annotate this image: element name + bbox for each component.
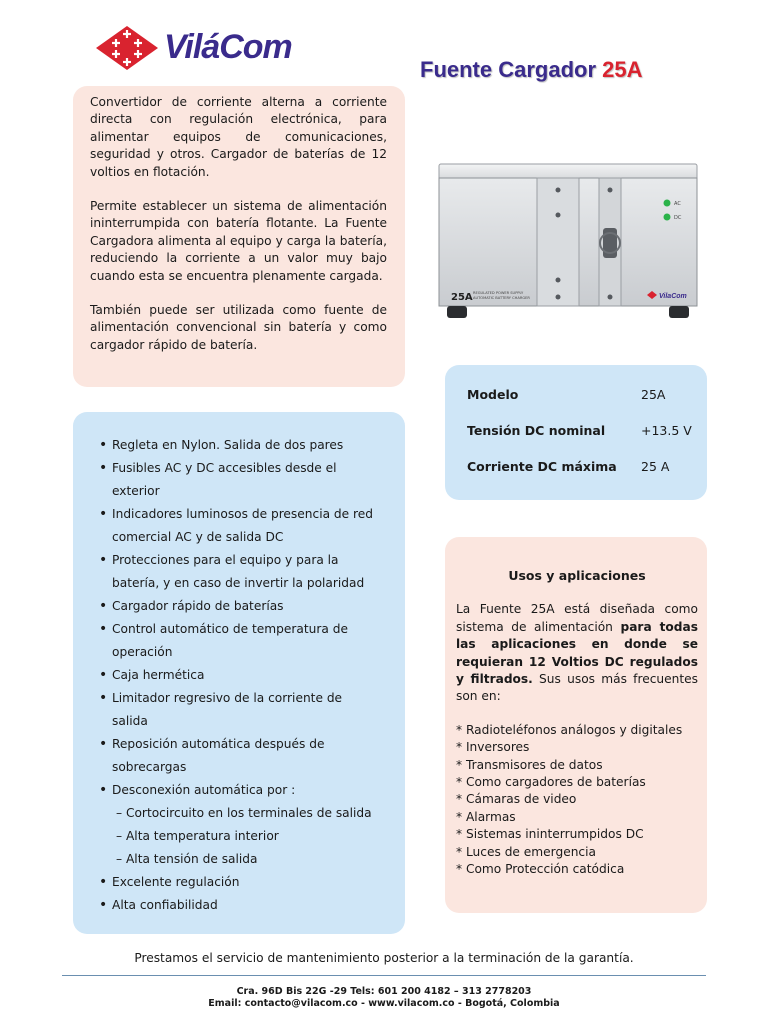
device-brand-label: VilaCom	[659, 293, 687, 300]
uses-desc-start: La Fuente 25A está diseñada como sistema de alimentación	[456, 602, 698, 634]
uses-desc-bold: para todas las aplicaciones en donde se requieran 12 Voltios DC regulados y filtrados.	[456, 619, 698, 687]
spec-row-voltage	[467, 423, 707, 459]
uses-item: * Sistemas ininterrumpidos DC	[456, 827, 644, 842]
uses-item: * Como Protección catódica	[456, 862, 625, 877]
feature-item: • Control automático de temperatura de	[99, 618, 395, 641]
spec-value: 25 A	[641, 459, 670, 474]
intro-box	[73, 86, 405, 387]
feature-item: • Fusibles AC y DC accesibles desde el	[99, 457, 395, 480]
device-label-line2: AUTOMATIC BATTERY CHARGER	[473, 296, 530, 300]
uses-item: * Como cargadores de baterías	[456, 775, 646, 790]
feature-item-continuation: salida	[112, 714, 148, 728]
specs-box	[445, 365, 707, 500]
footer-divider	[62, 975, 706, 976]
product-photo	[437, 160, 701, 322]
uses-description	[456, 601, 698, 705]
uses-item: * Alarmas	[456, 809, 516, 824]
device-model-label: 25A	[451, 292, 473, 303]
feature-item-continuation: – Cortocircuito en los terminales de salida	[116, 806, 372, 820]
feature-item-continuation: operación	[112, 645, 173, 659]
feature-item: • Cargador rápido de baterías	[99, 595, 395, 618]
feature-item: • Regleta en Nylon. Salida de dos pares	[99, 434, 395, 457]
feature-item: • Alta confiabilidad	[99, 894, 395, 917]
feature-item: • Limitador regresivo de la corriente de	[99, 687, 395, 710]
feature-item-continuation: exterior	[112, 484, 160, 498]
features-list	[99, 434, 395, 917]
led-ac-label: AC	[674, 201, 681, 207]
uses-item: * Inversores	[456, 740, 530, 755]
uses-box	[445, 537, 707, 913]
spec-label: Corriente DC máxima	[467, 459, 617, 474]
spec-label: Modelo	[467, 387, 519, 402]
led-dc-label: DC	[674, 215, 682, 221]
feature-item-continuation: – Alta tensión de salida	[116, 852, 258, 866]
feature-item: • Reposición automática después de	[99, 733, 395, 756]
spec-row-model	[467, 387, 707, 423]
uses-desc-end: Sus usos más frecuentes son en:	[456, 672, 698, 704]
spec-value: 25A	[641, 387, 666, 402]
feature-item-continuation: batería, y en caso de invertir la polaridad	[112, 576, 365, 590]
feature-item: • Protecciones para el equipo y para la	[99, 549, 395, 572]
logo-wordmark: ViláCom	[164, 28, 292, 66]
uses-heading: Usos y aplicaciones	[508, 568, 646, 583]
uses-item: * Cámaras de video	[456, 792, 577, 807]
logo-diamond-icon	[92, 24, 162, 74]
feature-item: • Desconexión automática por :	[99, 779, 395, 802]
service-note: Prestamos el servicio de mantenimiento posterior a la terminación de la garantía.	[134, 951, 634, 965]
footer	[0, 986, 768, 1010]
feature-item: • Indicadores luminosos de presencia de red	[99, 503, 395, 526]
footer-address: Cra. 96D Bis 22G -29 Tels: 601 200 4182 – 313 2778203	[236, 986, 532, 997]
feature-item-continuation: comercial AC y de salida DC	[112, 530, 284, 544]
spec-row-current	[467, 459, 707, 495]
feature-item-continuation: sobrecargas	[112, 760, 187, 774]
feature-item: • Caja hermética	[99, 664, 395, 687]
intro-paragraph: Convertidor de corriente alterna a corriente directa con regulación electrónica, para alimentar equipos de comunicaciones, seguridad y otros. Cargador de baterías de 12 voltios en flotación.	[90, 95, 387, 179]
device-label-line1: REGULATED POWER SUPPLY	[473, 291, 524, 295]
footer-contact: Email: contacto@vilacom.co - www.vilacom.co - Bogotá, Colombia	[208, 998, 560, 1009]
vilacom-logo	[92, 24, 312, 74]
uses-list	[456, 722, 698, 879]
uses-item: * Luces de emergencia	[456, 844, 596, 859]
feature-item: • Excelente regulación	[99, 871, 395, 894]
title-model: 25A	[602, 57, 643, 82]
uses-item: * Radioteléfonos análogos y digitales	[456, 722, 683, 737]
spec-label: Tensión DC nominal	[467, 423, 606, 438]
title-prefix: Fuente Cargador	[420, 57, 597, 82]
intro-paragraph: También puede ser utilizada como fuente de alimentación convencional sin batería y como cargador rápido de batería.	[90, 303, 387, 352]
feature-item-continuation: – Alta temperatura interior	[116, 829, 279, 843]
page-title	[420, 57, 643, 83]
intro-paragraph: Permite establecer un sistema de alimentación ininterrumpida con batería flotante. La Fuente Cargadora alimenta al equipo y carga la batería, reduciendo la corriente a un valor muy bajo cuando esta se encuentra plenamente cargada.	[90, 199, 387, 283]
uses-item: * Transmisores de datos	[456, 757, 603, 772]
spec-value: +13.5 V	[641, 423, 692, 438]
features-box	[73, 412, 405, 934]
